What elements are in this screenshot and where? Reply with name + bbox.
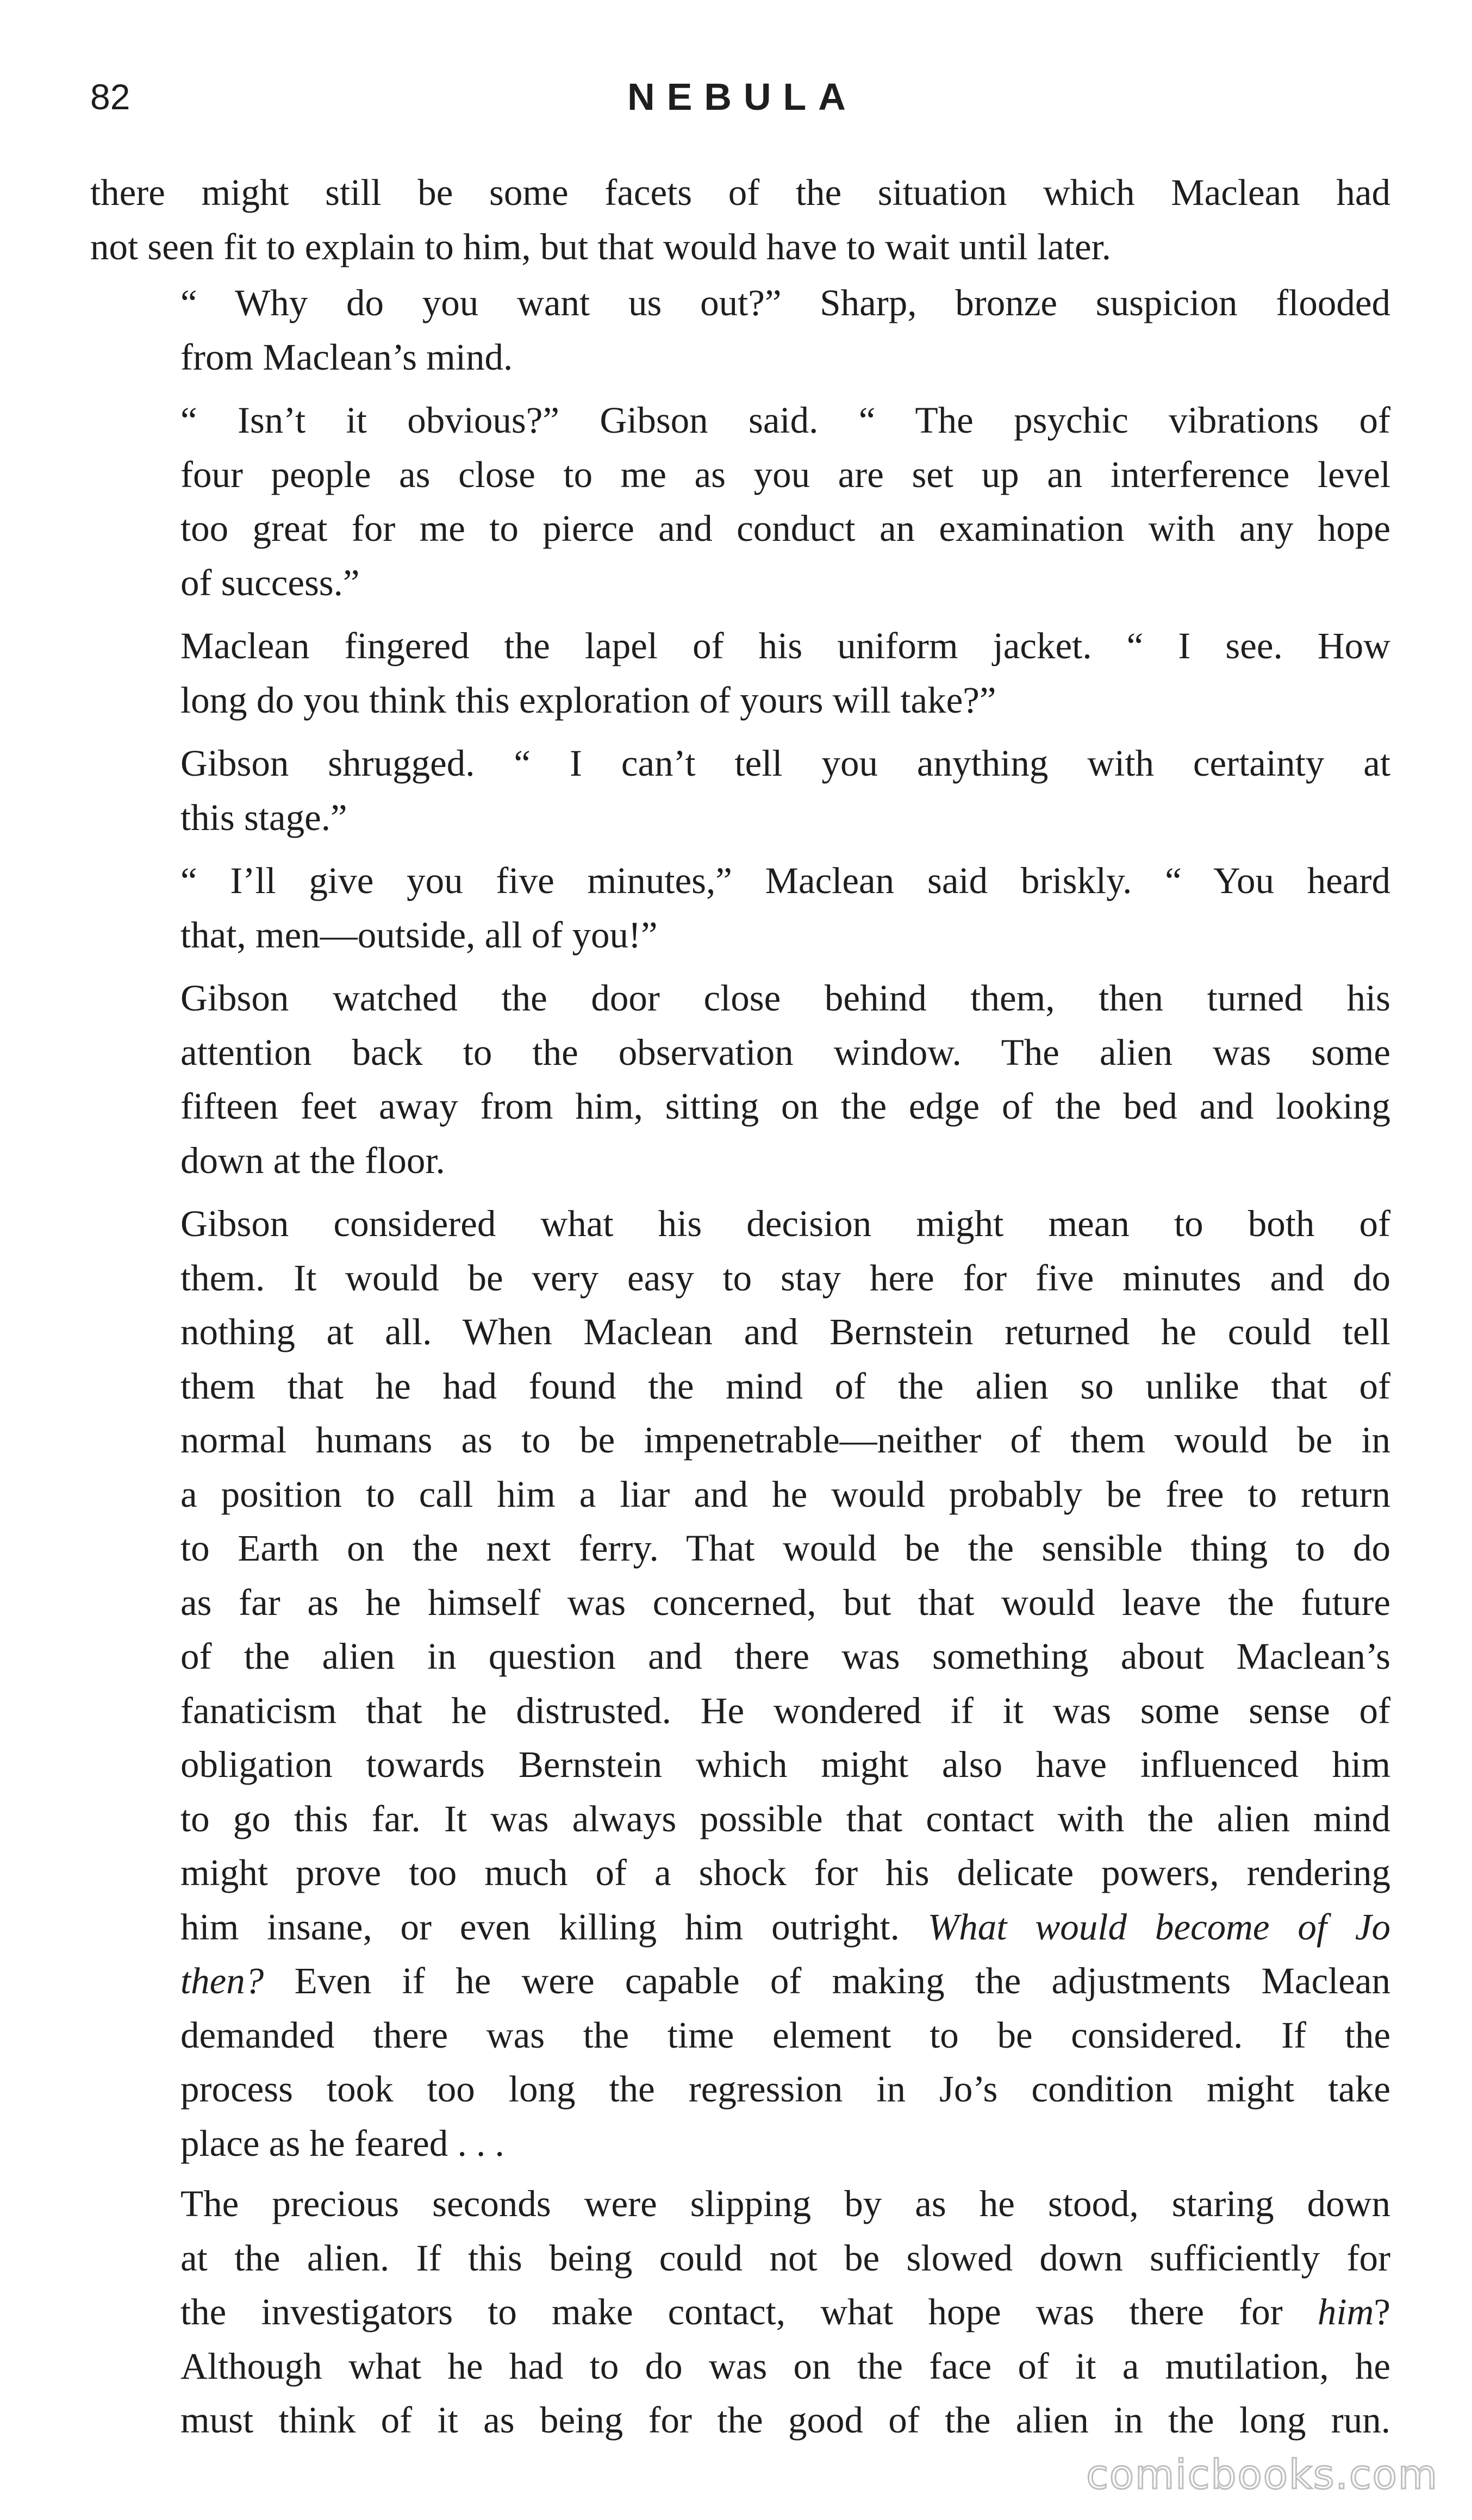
paragraph-2 (90, 276, 1390, 384)
text-run: the investigators to make contact, what hope was there for (180, 2291, 1283, 2332)
text-run: ? (1374, 2291, 1390, 2332)
text-line: Gibson watched the door close behind them, then turned his (180, 977, 1390, 1019)
text-line: fifteen feet away from him, sitting on the edge of the bed and looking (180, 1086, 1390, 1127)
text-line (90, 1954, 1390, 2008)
text-line: obligation towards Bernstein which might also have influenced him (180, 1744, 1390, 1785)
text-line: place as he feared . . . (180, 2122, 504, 2164)
text-line: four people as close to me as you are set up an interference level (180, 453, 1390, 495)
text-line (90, 1900, 1390, 1955)
text-line: “ Why do you want us out?” Sharp, bronze suspicion flooded (180, 282, 1390, 323)
body-text (90, 166, 1390, 2448)
italic-word: him (1317, 2291, 1374, 2332)
text-line: to go this far. It was always possible that contact with the alien mind (180, 1798, 1390, 1839)
paragraph-5 (90, 737, 1390, 845)
text-line: demanded there was the time element to be considered. If the (180, 2014, 1390, 2056)
text-line (90, 2285, 1390, 2340)
text-line: there might still be some facets of the situation which Maclean had (90, 172, 1390, 213)
text-line: nothing at all. When Maclean and Bernstein returned he could tell (180, 1311, 1390, 1352)
text-line: not seen fit to explain to him, but that would have to wait until later. (90, 226, 1111, 267)
page-header (90, 70, 1395, 129)
text-line: too great for me to pierce and conduct an examination with any hope (180, 508, 1390, 549)
text-line: normal humans as to be impenetrable—neither of them would be in (180, 1419, 1390, 1461)
text-line: as far as he himself was concerned, but that would leave the future (180, 1581, 1390, 1623)
text-line: of success.” (180, 562, 360, 603)
text-line: Gibson shrugged. “ I can’t tell you anything with certainty at (180, 743, 1390, 784)
text-line: this stage.” (180, 796, 347, 838)
text-line: attention back to the observation window. The alien was some (180, 1031, 1390, 1073)
text-line: Although what he had to do was on the face of it a mutilation, he (180, 2345, 1390, 2387)
text-line: a position to call him a liar and he would probably be free to return (180, 1473, 1390, 1515)
page-number: 82 (90, 77, 130, 117)
text-line: must think of it as being for the good of the alien in the long run. (180, 2399, 1390, 2441)
text-line: of the alien in question and there was something about Maclean’s (180, 1636, 1390, 1677)
text-line: at the alien. If this being could not be slowed down sufficiently for (180, 2237, 1390, 2279)
text-run: him insane, or even killing him outright. (180, 1906, 900, 1948)
text-line: Gibson considered what his decision might mean to both of (180, 1203, 1390, 1244)
paragraph-9 (90, 2177, 1390, 2448)
paragraph-3 (90, 394, 1390, 610)
text-line: them that he had found the mind of the alien so unlike that of (180, 1365, 1390, 1407)
watermark-logo: comicbooks.com (1086, 2452, 1438, 2498)
text-line: Maclean fingered the lapel of his uniform jacket. “ I see. How (180, 625, 1390, 666)
italic-phrase: then? (180, 1960, 264, 2001)
text-line: that, men—outside, all of you!” (180, 914, 658, 956)
text-line: fanaticism that he distrusted. He wondered if it was some sense of (180, 1689, 1390, 1731)
paragraph-7 (90, 971, 1390, 1188)
text-line: “ Isn’t it obvious?” Gibson said. “ The psychic vibrations of (180, 400, 1390, 441)
text-line: The precious seconds were slipping by as he stood, staring down (180, 2183, 1390, 2224)
text-run: Even if he were capable of making the adjustments Maclean (264, 1960, 1390, 2001)
italic-phrase: What would become of Jo (927, 1906, 1391, 1948)
text-line: to Earth on the next ferry. That would be the sensible thing to do (180, 1527, 1390, 1569)
text-line: process took too long the regression in Jo’s condition might take (180, 2068, 1390, 2110)
text-line: might prove too much of a shock for his delicate powers, rendering (180, 1852, 1390, 1893)
paragraph-4 (90, 619, 1390, 727)
text-line: “ I’ll give you five minutes,” Maclean said briskly. “ You heard (180, 860, 1390, 901)
text-line: down at the floor. (180, 1139, 445, 1181)
paragraph-8 (90, 1197, 1390, 2170)
text-line: them. It would be very easy to stay here for five minutes and do (180, 1257, 1390, 1299)
text-line: from Maclean’s mind. (180, 336, 513, 378)
paragraph-1 (90, 166, 1390, 274)
running-title: NEBULA (627, 76, 858, 118)
paragraph-6 (90, 854, 1390, 962)
text-line: long do you think this exploration of yours will take?” (180, 679, 996, 721)
